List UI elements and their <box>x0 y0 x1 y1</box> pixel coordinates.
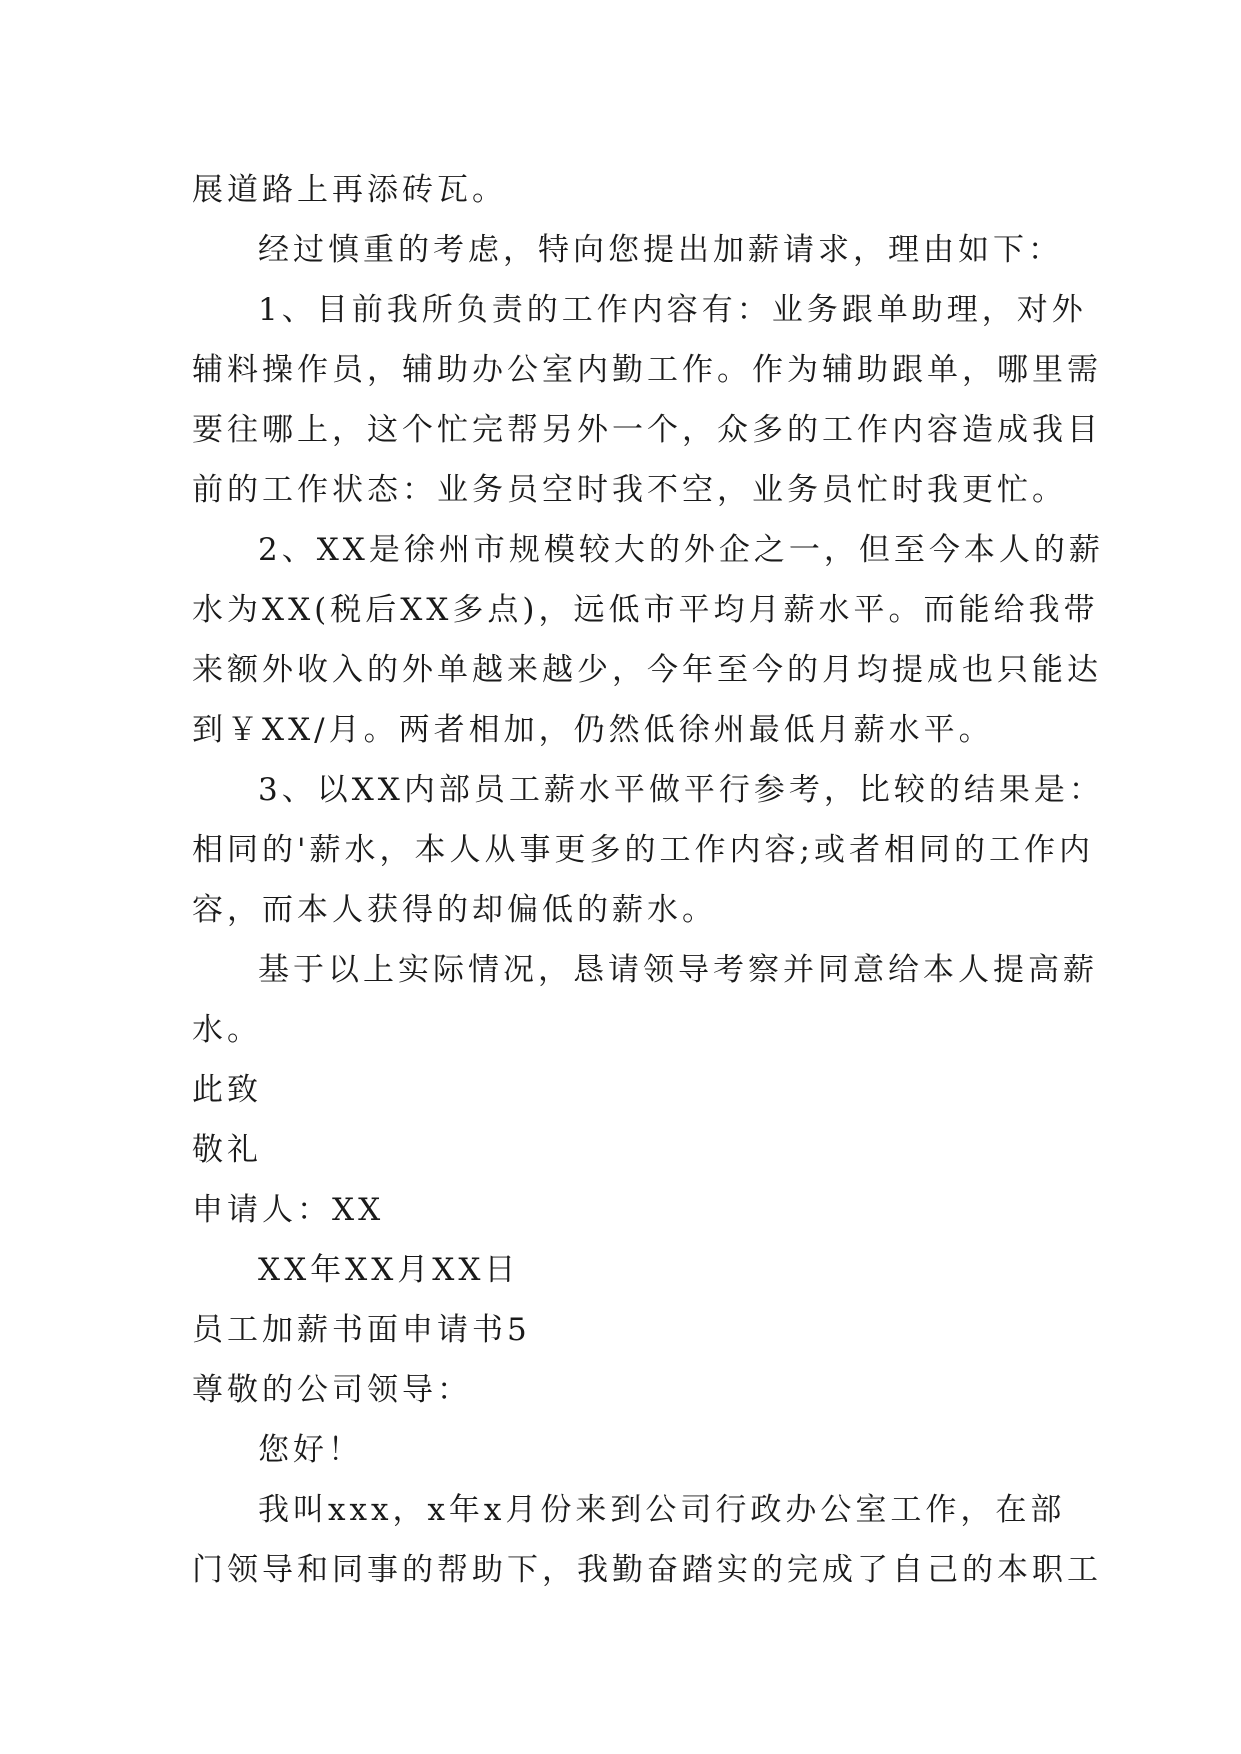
text-line: 我叫xxx，x年x月份来到公司行政办公室工作，在部 <box>258 1492 1066 1528</box>
date-line: XX年XX月XX日 <box>258 1252 520 1288</box>
closing-salutation: 此致 <box>192 1072 262 1108</box>
text-line: 展道路上再添砖瓦。 <box>192 172 507 208</box>
text-line: 经过慎重的考虑，特向您提出加薪请求，理由如下： <box>258 232 1063 268</box>
section-title: 员工加薪书面申请书5 <box>192 1312 531 1348</box>
text-line: 3、以XX内部员工薪水平做平行参考，比较的结果是： <box>258 772 1104 808</box>
text-line: 容，而本人获得的却偏低的薪水。 <box>192 892 717 928</box>
letter-hello: 您好！ <box>258 1432 363 1468</box>
text-line: 辅料操作员，辅助办公室内勤工作。作为辅助跟单，哪里需 <box>192 352 1102 388</box>
text-line: 水。 <box>192 1012 262 1048</box>
text-line: 来额外收入的外单越来越少，今年至今的月均提成也只能达 <box>192 652 1102 688</box>
document-body <box>192 160 1104 1600</box>
applicant-name: 申请人：XX <box>192 1192 385 1228</box>
text-line: 到￥XX/月。两者相加，仍然低徐州最低月薪水平。 <box>192 712 994 748</box>
letter-greeting: 尊敬的公司领导： <box>192 1372 472 1408</box>
text-line: 要往哪上，这个忙完帮另外一个，众多的工作内容造成我目 <box>192 412 1102 448</box>
text-line: 2、XX是徐州市规模较大的外企之一，但至今本人的薪 <box>258 532 1104 568</box>
text-line: 1、目前我所负责的工作内容有：业务跟单助理，对外 <box>258 292 1087 328</box>
text-line: 水为XX(税后XX多点)，远低市平均月薪水平。而能给我带 <box>192 592 1099 628</box>
text-line: 基于以上实际情况，恳请领导考察并同意给本人提高薪 <box>258 952 1098 988</box>
closing-regards: 敬礼 <box>192 1132 262 1168</box>
text-line: 门领导和同事的帮助下，我勤奋踏实的完成了自己的本职工 <box>192 1552 1102 1588</box>
text-line: 前的工作状态：业务员空时我不空，业务员忙时我更忙。 <box>192 472 1067 508</box>
text-line: 相同的'薪水，本人从事更多的工作内容;或者相同的工作内 <box>192 832 1094 868</box>
